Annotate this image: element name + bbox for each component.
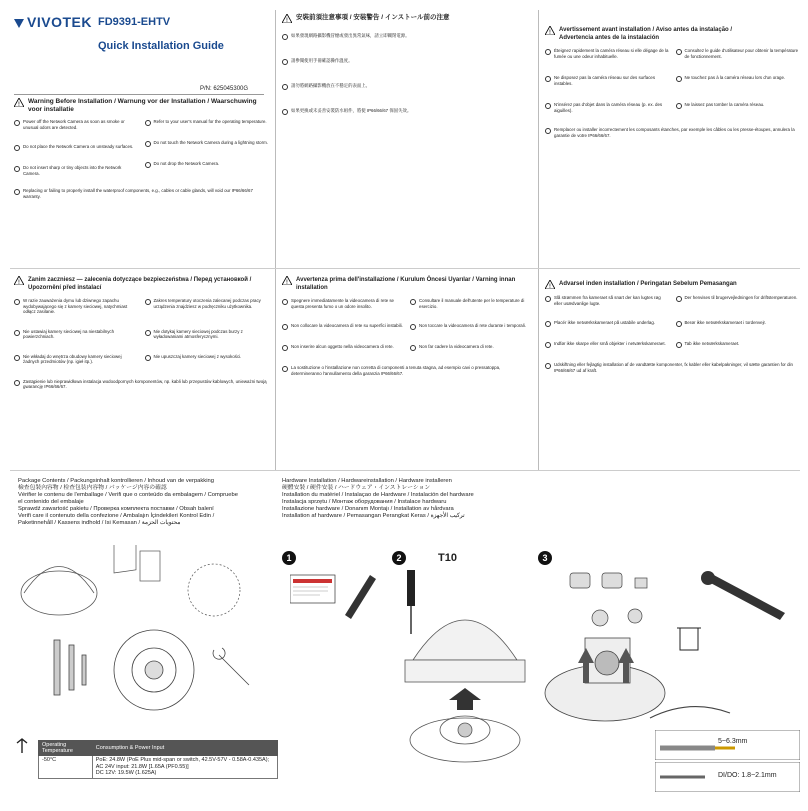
warning-item: Non inserire alcun oggetto nella videocamera di rete. [282, 344, 404, 351]
package-title-line: Vérifier le contenu de l'emballage / Verifi que o conteúdo da embalagem / Compruebe [18, 492, 238, 498]
pen-drawing [345, 575, 376, 619]
warning-item: Placér ikke netværkskameraet på ustabile underlag. [545, 320, 670, 327]
step-3-badge: 3 [538, 551, 552, 565]
step-2-badge: 2 [392, 551, 406, 565]
warning-item: Do not touch the Network Camera during a lightning storm. [145, 140, 270, 147]
warning-item: Replacing or failing to properly install the waterproof components, e.g., cables or cable glands, will void our IP66/66/67 warranty. [14, 188, 269, 199]
logo-mark [14, 19, 24, 28]
warning-title: Warning Before Installation / Warnung vor der Installation / Waarschuwing [28, 98, 257, 105]
warning-item: Der henvises til brugervejledningen for driftstemperaturen. [676, 295, 801, 306]
warning-item: Zakres temperatury otoczenia zalecanej podczas pracy urządzenia znajdziesz w podręczniku użytkownika. [145, 298, 270, 315]
warning-item: N'insérez pas d'objet dans la caméra réseau (p. ex. des aiguilles). [545, 102, 670, 113]
warning-item: Ne laissez pas tomber la caméra réseau. [676, 102, 801, 113]
warning-item: 如果更換或未妥善安裝防水組件，將使 IP66/66/67 保固失效。 [282, 108, 532, 115]
arrow-up-icon [449, 688, 481, 710]
hardware-title-line: Installation af hardware / Pemasangan Perangkat Keras / تركيب الأجهزة [282, 513, 465, 519]
warning-item: Do not drop the Network Camera. [145, 161, 270, 168]
warning-item: Slå strømmen fra kameraet så snart der kan lugtes røg eller usædvanlige lugte. [545, 295, 670, 306]
step-1-illustration [290, 570, 385, 625]
warning-title: Advarsel inden installation / Peringatan Sebelum Pemasangan [559, 281, 737, 287]
camera-unit-drawing [114, 630, 194, 710]
dido-wire-label: DI/DO: 1.8~2.1mm [718, 772, 777, 779]
warning-cjk-section [282, 14, 532, 115]
package-contents-illustration [14, 545, 269, 735]
step-1-badge: 1 [282, 551, 296, 565]
warning-item: Berør ikke netværkskameraet i tordenvejr. [676, 320, 801, 327]
warning-item: Indfør ikke skarpe eller små objekter i netværkskameraet. [545, 341, 670, 348]
tool-label: T10 [438, 552, 457, 564]
spec-header-power: Consumption & Power Input [92, 741, 277, 756]
warning-item: W razie zauważenia dymu lub dziwnego zapachu wydobywającego się z kamery sieciowej, natychmiast odłącz zasilanie. [14, 298, 139, 315]
svg-text:!: ! [548, 29, 552, 35]
warning-icon [14, 98, 24, 107]
warning-item: Power off the Network Camera as soon as smoke or unusual odors are detected. [14, 119, 139, 130]
package-title-line: Sprawdź zawartość pakietu / Проверка комплекта поставки / Obsah balení [18, 506, 214, 512]
specs-table [38, 740, 278, 779]
warning-title-cont: Upozornění před instalací [28, 285, 102, 291]
cable-strip-diagram [655, 730, 800, 760]
warning-pl-section [14, 276, 269, 390]
warning-item: Udskiftning eller fejlagtig installation af de vandtætte komponenter, fx kabler eller kabelpakninger, vil sætte garantien for din IP66/66/67 ud af kraft. [545, 362, 800, 373]
warning-title: Zanim zaczniesz — zalecenia dotyczące bezpieczeństwa / Перед установкой / [28, 277, 252, 283]
warning-item: 如果發現網路攝影機冒煙或發出異常氣味，請立即關閉電源。 [282, 33, 532, 40]
row-divider [10, 268, 800, 269]
warning-item: Nie upuszczaj kamery sieciowej z wysokości. [145, 354, 270, 365]
trash-bin-icon [677, 628, 701, 650]
brand-logo: VIVOTEK [14, 14, 92, 30]
warning-item: Zastąpienie lub nieprawidłowa instalacja wodoodpornych komponentów, np. kabli lub przepustów kablowych, unieważni twoją gwarancję IP66/66/67. [14, 379, 269, 390]
screws-drawing [54, 640, 86, 695]
package-title-line: Paketinnehåll / Kassens indhold / Isi Kemasan / محتويات الحزمة [18, 520, 181, 526]
hardware-title-line: Hardware Installation / Hardwareinstallation / Hardware installeren [282, 478, 452, 484]
warning-item: La sostituzione o l'installazione non corretta di componenti a tenuta stagna, ad esempio cavi o pressatoppa, determineranno l'annullamento della garanzia IP66/66/67. [282, 365, 532, 376]
antenna-connector-icon [14, 738, 30, 754]
warning-fr-section [545, 26, 800, 138]
warning-title: 安裝前須注意事項 / 安装警告 / インストール前の注意 [296, 14, 450, 21]
hardware-title-line: Installation du matériel / Instalaçao de Hardware / Instalación del hardware [282, 492, 474, 498]
svg-text:!: ! [17, 101, 21, 107]
warning-item: Do not insert sharp or tiny objects into the Network Camera. [14, 165, 139, 176]
spec-header-temperature: Operating Temperature [39, 741, 93, 756]
warning-item: Do not place the Network Camera on unsteady surfaces. [14, 144, 139, 151]
svg-text:!: ! [285, 279, 289, 285]
warning-item: Remplacer ou installer incorrectement les composants étanches, par exemple les câbles ou les presse-étoupes, annulera la garantie de votre IP66/66/67. [545, 127, 800, 138]
warning-item: Éteignez rapidement la caméra réseau si elle dégage de la fumée ou une odeur inhabituelle. [545, 48, 670, 59]
wrench-drawing [701, 571, 785, 620]
hardware-title-line: Installazione hardware / Donanım Montajı / Installation av hårdvara [282, 506, 454, 512]
warning-item: Non far cadere la videocamera di rete. [410, 344, 532, 351]
hardware-title-line: Instalacja sprzętu / Монтаж оборудования / Instalace hardwaru [282, 499, 447, 505]
strip-length-label: 5~6.3mm [718, 738, 748, 745]
warning-item: Nie ustawiaj kamery sieciowej na niestabilnych powierzchniach. [14, 329, 139, 340]
column-divider [538, 10, 539, 470]
guide-title: Quick Installation Guide [98, 40, 224, 52]
warning-title-cont: voor installatie [28, 106, 74, 113]
warning-title-cont: installation [296, 285, 328, 291]
warning-icon [545, 26, 555, 35]
svg-text:!: ! [548, 283, 552, 289]
dome-cover-drawing [21, 567, 97, 616]
warning-title: Avertissement avant installation / Aviso antes da instalação / [559, 27, 733, 33]
warning-item: 請參閱使用手冊確認操作溫度。 [282, 58, 532, 65]
step-2-illustration [395, 570, 535, 785]
hardware-title-line: 硬體安裝 / 硬件安装 / ハードウェア・インストレーション [282, 485, 431, 491]
paper-docs-drawing [114, 545, 160, 581]
package-title-line: Package Contents / Packungsinhalt kontrollieren / Inhoud van de verpakking [18, 478, 214, 484]
spec-power [92, 756, 277, 779]
warning-item: Nie dotykaj kamery sieciowej podczas burzy z wyładowaniami atmosferycznymi. [145, 329, 270, 340]
camera-assembly-drawing [545, 638, 665, 721]
warning-item: Ne disposez pas la caméra réseau sur des surfaces instables. [545, 75, 670, 86]
warning-item: Nie wkładaj do wnętrza obudowy kamery sieciowej żadnych przedmiotów (np. igieł itp.). [14, 354, 139, 365]
template-drawing [188, 564, 240, 616]
svg-text:!: ! [17, 279, 21, 285]
part-number: P/N: 625045300G [200, 86, 249, 92]
spec-temperature: -50°C [39, 756, 93, 779]
cable-gland-parts-drawing [570, 573, 647, 626]
warning-icon [545, 280, 555, 289]
spec-power-line: PoE: 24.8W (PoE Plus mid-span or switch, 42.5V-57V - 0.58A-0.435A); AC 24V input: 21.8W [1.65A (PF0.55)] [95, 757, 270, 770]
column-divider [275, 10, 276, 470]
warning-icon [282, 14, 292, 23]
package-title-line: 檢查包裝內容物 / 检查包装内容物 / パッケージ内容の確認 [18, 485, 167, 491]
warning-da-section [545, 280, 800, 373]
warning-item: Consultez le guide d'utilisateur pour obtenir la température de fonctionnement. [676, 48, 801, 59]
package-title-line: Verifi care il contenuto della confezione / Ambalajın İçindekileri Kontrol Edin / [18, 513, 215, 519]
warning-item: Non collocare la videocamera di rete su superfici instabili. [282, 323, 404, 330]
warning-item: Non toccare la videocamera di rete durante i temporali. [410, 323, 532, 330]
svg-text:!: ! [285, 17, 289, 23]
warning-item: Consultare il manuale dell'utente per le temperature di esercizio. [410, 298, 532, 309]
warning-item: Refer to your user's manual for the operating temperature. [145, 119, 270, 126]
warning-item: 請勿將網路攝影機放在不穩定的表面上。 [282, 83, 532, 90]
package-title-line: el contenido del embalaje [18, 499, 84, 505]
warning-item: Tab ikke netværkskameraet. [676, 341, 801, 348]
label-sticker-drawing [290, 575, 335, 603]
wrench-drawing [213, 648, 249, 685]
screwdriver-drawing [407, 570, 415, 634]
warning-before-section [14, 98, 269, 199]
warning-icon [14, 276, 24, 285]
warning-item: Ne touchez pas à la caméra réseau lors d'un orage. [676, 75, 801, 86]
dome-drawing [405, 620, 525, 682]
warning-title-cont: Advertencia antes de la instalación [559, 35, 660, 41]
warning-it-section [282, 276, 532, 376]
warning-item: Spegnere immediatamente la videocamera di rete se questa presenta fumo o un odore insolito. [282, 298, 404, 309]
package-contents-title [18, 478, 278, 527]
warning-title: Avvertenza prima dell'installazione / Kurulum Öncesi Uyarılar / Varning innan [296, 277, 516, 283]
camera-base-drawing [410, 716, 520, 762]
row-divider [10, 470, 800, 471]
spec-power-line: DC 12V: 19.5W (1.625A) [95, 770, 157, 776]
step-3-illustration [540, 568, 805, 738]
model-name: FD9391-EHTV [98, 16, 171, 28]
hardware-installation-title [282, 478, 542, 520]
warning-icon [282, 276, 292, 285]
header-divider [14, 94, 264, 95]
cable-drawing [650, 707, 730, 718]
